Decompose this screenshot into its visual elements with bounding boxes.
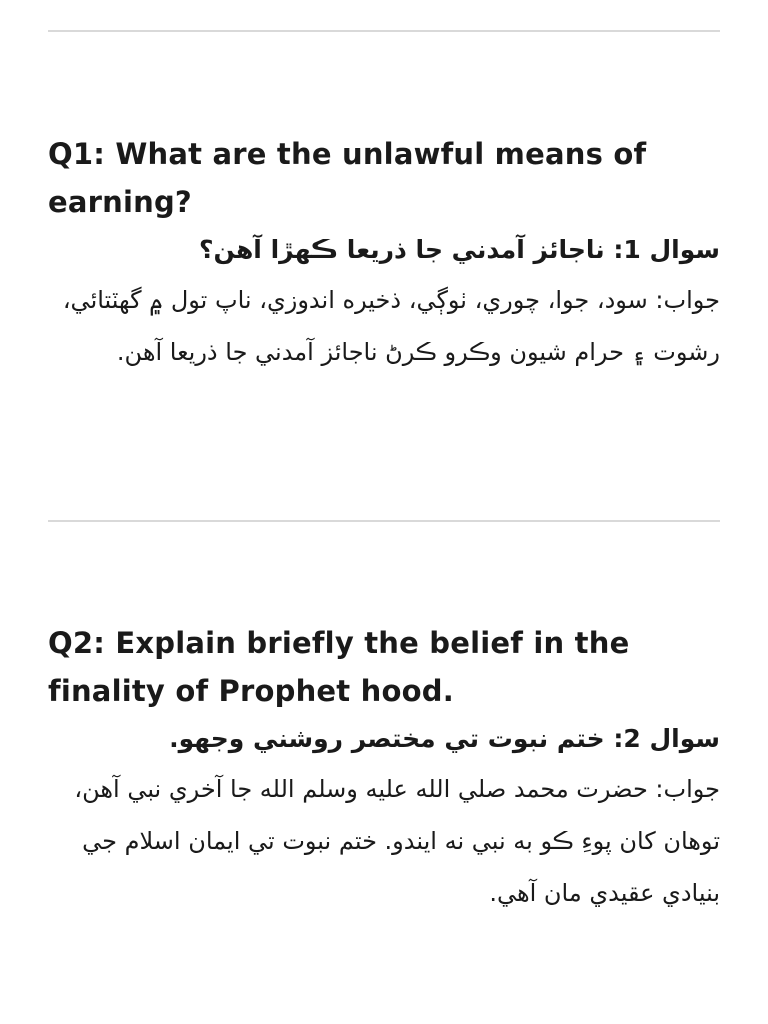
- answer-2-sindhi: جواب: حضرت محمد صلي الله عليه وسلم الله جا آخري نبي آهن، توهان کان پوءِ ڪو به نبي نه ايندو. ختم نبوت تي ايمان اسلام جي بنيادي عقيدي مان آهي.: [74, 775, 720, 907]
- question-2-sindhi: سوال 2: ختم نبوت تي مختصر روشني وجهو.: [169, 724, 720, 753]
- question-1-block: [48, 130, 720, 378]
- question-1-sindhi: سوال 1: ناجائز آمدني جا ذريعا ڪهڙا آهن؟: [198, 235, 720, 264]
- question-1-english: Q1: What are the unlawful means of earning?: [48, 137, 647, 219]
- top-divider: [48, 30, 720, 32]
- answer-1-sindhi: جواب: سود، جوا، چوري، ٺوڳي، ذخيره اندوزي، ناپ تول ۾ گهٽتائي، رشوت ۽ حرام شيون وڪرو ڪرڻ ناجائز آمدني جا ذريعا آهن.: [62, 286, 720, 366]
- question-2-block: [48, 619, 720, 919]
- question-2-english: Q2: Explain briefly the belief in the finality of Prophet hood.: [48, 626, 630, 708]
- middle-divider: [48, 520, 720, 522]
